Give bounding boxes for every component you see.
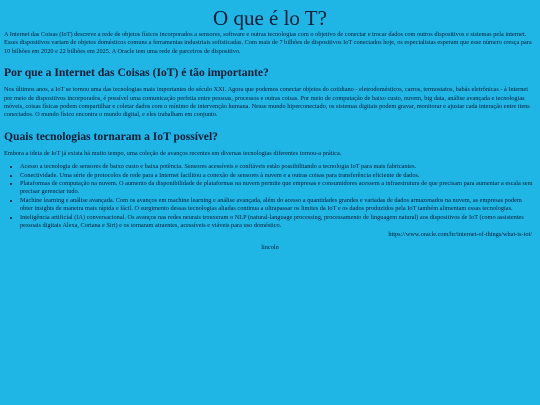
- section-body-importance: Nos últimos anos, a IoT se tornou uma das tecnologias mais importantes do século XXI. Agora que podemos conectar objetos do cotidiano - eletrodomésticos, carros, termostatos, babás eletrônicas - à Internet por meio de dispositivos incorporados, é possível uma comunicação perfeita entre pessoas, processos e outras coisas. Por meio de computação de baixo custo, nuvem, big data, análise avançada e tecnologias móveis, coisas físicas podem compartilhar e coletar dados com o mínimo de intervenção humana. Nesse mundo hiperconectado, os sistemas digitais podem gravar, monitorar e ajustar cada interação entre itens conectados. O mundo físico encontra o mundo digital, e eles trabalham em conjunto.: [4, 86, 530, 119]
- section-body-technologies: Embora a ideia de IoT já exista há muito tempo, uma coleção de avanços recentes em diversas tecnologias diferentes tornou-a prática.: [4, 149, 342, 157]
- intro-paragraph: A Internet das Coisas (IoT) descreve a rede de objetos físicos incorporados a sensores, software e outras tecnologias com o objetivo de conectar e trocar dados com outros dispositivos e sistemas pela internet. Esses dispositivos variam de objetos domésticos comuns a ferramentas industriais sofisticadas. Com mais de 7 bilhões de dispositivos IoT conectados hoje, os especialistas esperam que esse número cresça para 10 bilhões em 2020 e 22 bilhões em 2025. A Oracle tem uma rede de parceiros de dispositivo.: [4, 31, 532, 55]
- page-title: O que é lo T?: [213, 6, 327, 30]
- list-item: • Machine learning e análise avançada. Com os avanços em machine learning e análise avançada, além do acesso a quantidades grandes e variadas de dados armazenados na nuvem, as empresas podem obter insights de maneira mais rápida e fácil. O surgimento dessas tecnologias aliadas continua a ultrapassar os limites da IoT e os dados produzidos pela IoT também alimentam essas tecnologias.: [20, 197, 536, 214]
- section-heading-importance: Por que a Internet das Coisas (IoT) é tão importante?: [4, 66, 269, 80]
- technology-list: [4, 163, 536, 230]
- list-item: • Plataformas de computação na nuvem. O aumento da disponibilidade de plataformas na nuvem permite que empresas e consumidores acessem a infraestrutura de que precisam para aumentar a escala sem precisar gerenciar tudo.: [20, 180, 536, 197]
- section-heading-technologies: Quais tecnologias tornaram a IoT possível?: [4, 129, 218, 143]
- author-name: lincoln: [261, 243, 279, 251]
- source-url: https://www.oracle.com/br/internet-of-things/what-is-iot/: [388, 230, 532, 238]
- list-item: • Conectividade. Uma série de protocolos de rede para a Internet facilitou a conexão de sensores à nuvem e a outras coisas para transferência eficiente de dados.: [20, 172, 536, 180]
- list-item: • Acesso a tecnologia de sensores de baixo custo e baixa potência. Sensores acessíveis e confiáveis estão possibilitando a tecnologia IoT para mais fabricantes.: [20, 163, 536, 171]
- list-item: • Inteligência artificial (IA) conversacional. Os avanços nas redes neurais trouxeram o NLP (natural-language processing, processamento de linguagem natural) aos dispositivos de IoT (como assistentes pessoais digitais Alexa, Cortana e Siri) e os tornaram atraentes, acessíveis e viáveis para uso doméstico.: [20, 214, 536, 231]
